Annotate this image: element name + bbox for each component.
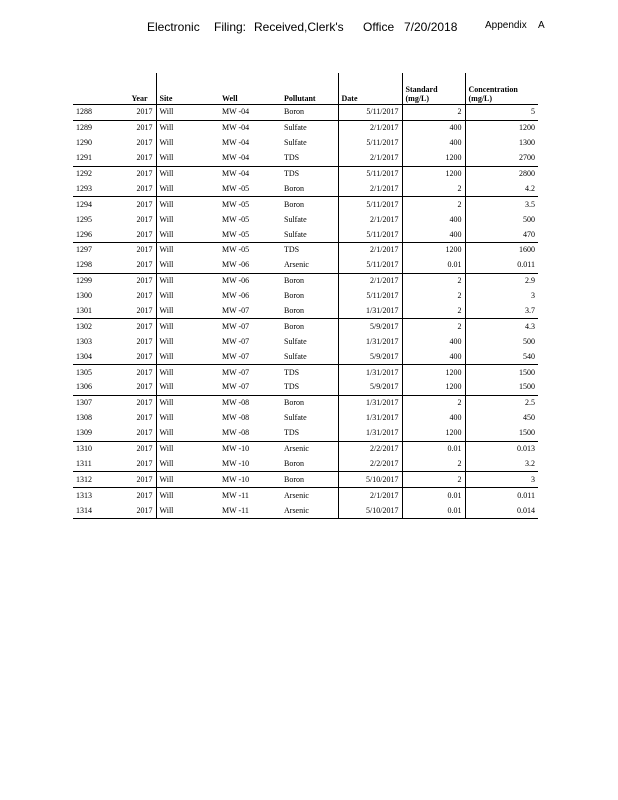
cell-site: Will [156,503,219,518]
concentration-header-label: Concentration [468,85,518,94]
cell-date: 2/2/2017 [338,456,402,471]
cell-year: 2017 [136,214,153,224]
cell-site: Will [156,304,219,319]
cell-well: MW -06 [222,291,250,301]
cell-date: 5/11/2017 [338,166,402,181]
cell-date: 2/1/2017 [338,151,402,166]
cell-concentration: 470 [465,227,538,242]
table-body [73,105,538,519]
table-row [73,273,538,288]
cell-year: 2017 [106,197,156,212]
col-header-date [338,73,402,105]
cell-concentration: 2700 [465,151,538,166]
cell-date: 5/9/2017 [338,319,402,334]
cell-site: Will [156,349,219,364]
cell-concentration: 450 [465,411,538,426]
cell-year: 2017 [106,120,156,135]
cell-concentration: 4.3 [465,319,538,334]
cell-index: 1297 [73,243,106,258]
cell-standard: 0.01 [402,488,465,503]
table-header-row [73,73,538,105]
cell-concentration: 0.014 [465,503,538,518]
cell-standard: 2 [402,456,465,471]
cell-standard: 1200 [402,243,465,258]
cell-pollutant: Sulfate [284,351,307,361]
cell-pollutant: Sulfate [284,336,307,346]
cell-year: 2017 [136,382,153,392]
filing-header [0,20,618,38]
table-row [73,380,538,395]
cell-index: 1308 [76,413,92,423]
cell-well: MW -04 [222,107,250,117]
table-row [73,334,538,349]
cell-standard: 2 [402,197,465,212]
cell-concentration: 5 [465,105,538,121]
cell-date: 5/11/2017 [338,197,402,212]
cell-standard: 2 [402,273,465,288]
cell-well: MW -11 [219,503,281,518]
cell-standard: 0.01 [402,503,465,518]
cell-index: 1298 [76,260,92,270]
cell-index: 1314 [73,503,106,518]
cell-year: 2017 [106,395,156,410]
cell-well: MW -04 [222,138,250,148]
cell-concentration: 4.2 [465,181,538,196]
table-row [73,426,538,441]
cell-index: 1302 [73,319,106,334]
cell-date: 2/1/2017 [338,120,402,135]
cell-well: MW -07 [222,351,250,361]
cell-standard: 400 [402,349,465,364]
cell-date: 5/11/2017 [338,289,402,304]
cell-year: 2017 [136,351,153,361]
cell-pollutant: TDS [281,365,338,380]
table-row [73,472,538,488]
cell-date: 1/31/2017 [338,365,402,380]
cell-pollutant: TDS [284,382,300,392]
cell-standard: 400 [402,212,465,227]
cell-well: MW -05 [219,243,281,258]
cell-standard: 0.01 [402,441,465,456]
cell-year: 2017 [136,413,153,423]
cell-date: 1/31/2017 [338,304,402,319]
cell-year: 2017 [136,138,153,148]
cell-year: 2017 [136,458,153,468]
cell-index: 1288 [76,107,92,117]
cell-date: 5/10/2017 [338,503,402,518]
cell-pollutant: Boron [281,395,338,410]
cell-year: 2017 [136,260,153,270]
cell-date: 2/1/2017 [338,212,402,227]
cell-index: 1313 [73,488,106,503]
cell-year: 2017 [136,428,153,438]
cell-pollutant: TDS [281,166,338,181]
cell-pollutant: Sulfate [284,214,307,224]
cell-site: Will [156,488,219,503]
cell-pollutant: Sulfate [284,229,307,239]
cell-site: Will [156,151,219,166]
col-header-standard [402,73,465,105]
table-row [73,289,538,304]
cell-concentration: 1500 [465,426,538,441]
cell-pollutant: Arsenic [281,441,338,456]
header-received: Received,Clerk's [254,20,344,34]
cell-site: Will [156,166,219,181]
cell-year: 2017 [136,306,153,316]
header-electronic: Electronic [147,20,200,34]
cell-date: 1/31/2017 [338,334,402,349]
cell-index: 1304 [76,351,92,361]
cell-concentration: 1300 [465,136,538,151]
cell-well: MW -06 [222,260,250,270]
pollutant-header-label: Pollutant [284,94,316,103]
cell-index: 1295 [76,214,92,224]
cell-pollutant: Boron [281,319,338,334]
cell-year: 2017 [136,153,153,163]
table-row [73,258,538,273]
cell-index: 1300 [76,291,92,301]
cell-well: MW -07 [222,382,250,392]
cell-year: 2017 [106,488,156,503]
cell-site: Will [156,120,219,135]
cell-index: 1312 [73,472,106,488]
cell-standard: 2 [402,105,465,121]
cell-year: 2017 [106,441,156,456]
cell-year: 2017 [136,291,153,301]
col-header-index [73,73,106,105]
table-row [73,136,538,151]
cell-index: 1305 [73,365,106,380]
cell-standard: 1200 [402,365,465,380]
cell-concentration: 0.011 [465,258,538,273]
cell-well: MW -10 [219,472,281,488]
cell-well: MW -04 [222,153,250,163]
cell-site: Will [156,212,219,227]
header-office: Office [363,20,395,34]
cell-index: 1307 [73,395,106,410]
cell-well: MW -07 [222,306,250,316]
cell-standard: 2 [402,289,465,304]
cell-site: Will [156,380,219,395]
cell-pollutant: Boron [284,458,304,468]
cell-date: 1/31/2017 [338,426,402,441]
table-row [73,197,538,212]
col-header-year [106,73,156,105]
cell-site: Will [156,289,219,304]
table-row [73,105,538,121]
cell-standard: 1200 [402,151,465,166]
cell-site: Will [156,105,219,121]
cell-date: 5/11/2017 [338,227,402,242]
col-header-concentration [465,73,538,105]
date-header-label: Date [341,94,358,103]
cell-site: Will [156,411,219,426]
monitoring-data-table [73,73,538,519]
year-header-label: Year [131,94,148,103]
cell-concentration: 3 [465,289,538,304]
cell-pollutant: TDS [284,428,300,438]
cell-index: 1293 [76,183,92,193]
cell-year: 2017 [106,365,156,380]
cell-site: Will [156,243,219,258]
cell-concentration: 1600 [465,243,538,258]
cell-standard: 1200 [402,426,465,441]
header-filing-date: 7/20/2018 [404,20,458,34]
cell-concentration: 2.5 [465,395,538,410]
cell-standard: 400 [402,227,465,242]
cell-index: 1309 [76,428,92,438]
cell-date: 5/11/2017 [338,258,402,273]
cell-site: Will [156,258,219,273]
cell-well: MW -07 [219,365,281,380]
header-filing: Filing: [214,20,247,34]
cell-year: 2017 [106,166,156,181]
cell-index: 1292 [73,166,106,181]
cell-well: MW -04 [219,166,281,181]
table-row [73,503,538,518]
cell-date: 5/11/2017 [338,105,402,121]
cell-standard: 2 [402,181,465,196]
cell-index: 1311 [76,458,92,468]
cell-date: 2/1/2017 [338,273,402,288]
cell-index: 1290 [76,138,92,148]
cell-date: 2/1/2017 [338,488,402,503]
cell-site: Will [156,365,219,380]
table-row [73,151,538,166]
cell-date: 2/1/2017 [338,181,402,196]
cell-well: MW -10 [219,441,281,456]
cell-site: Will [156,441,219,456]
header-appendix-letter: A [538,20,545,31]
cell-year: 2017 [136,336,153,346]
cell-well: MW -07 [222,336,250,346]
cell-site: Will [156,273,219,288]
table-row [73,166,538,181]
cell-year: 2017 [106,243,156,258]
cell-concentration: 3.5 [465,197,538,212]
cell-well: MW -11 [219,488,281,503]
cell-pollutant: Sulfate [284,413,307,423]
standard-header-label: Standard [405,85,438,94]
col-header-pollutant [281,73,338,105]
table-row [73,120,538,135]
table-row [73,349,538,364]
table-row [73,319,538,334]
cell-pollutant: Boron [284,306,304,316]
cell-well: MW -06 [219,273,281,288]
cell-standard: 0.01 [402,258,465,273]
cell-index: 1299 [73,273,106,288]
cell-year: 2017 [106,503,156,518]
table-row [73,441,538,456]
standard-unit-label: (mg/L) [405,94,430,103]
cell-standard: 2 [402,319,465,334]
cell-date: 5/10/2017 [338,472,402,488]
cell-well: MW -08 [222,413,250,423]
cell-standard: 1200 [402,166,465,181]
cell-well: MW -05 [222,229,250,239]
cell-concentration: 500 [465,212,538,227]
well-header-label: Well [222,94,238,103]
cell-year: 2017 [106,472,156,488]
cell-date: 2/1/2017 [338,243,402,258]
cell-concentration: 0.011 [465,488,538,503]
cell-standard: 2 [402,472,465,488]
cell-site: Will [156,227,219,242]
table-row [73,304,538,319]
cell-site: Will [156,136,219,151]
col-header-well [219,73,281,105]
cell-pollutant: TDS [284,153,300,163]
cell-concentration: 3.2 [465,456,538,471]
table-row [73,212,538,227]
cell-pollutant: Boron [284,291,304,301]
cell-date: 1/31/2017 [338,395,402,410]
cell-year: 2017 [106,273,156,288]
header-appendix: Appendix [485,20,527,31]
cell-well: MW -04 [219,120,281,135]
table-row [73,411,538,426]
cell-year: 2017 [136,183,153,193]
table-row [73,365,538,380]
cell-standard: 400 [402,411,465,426]
cell-concentration: 2.9 [465,273,538,288]
cell-concentration: 3.7 [465,304,538,319]
cell-pollutant: Arsenic [281,488,338,503]
cell-well: MW -07 [219,319,281,334]
cell-pollutant: Boron [281,273,338,288]
cell-date: 2/2/2017 [338,441,402,456]
col-header-site [156,73,219,105]
cell-concentration: 540 [465,349,538,364]
cell-standard: 400 [402,334,465,349]
cell-pollutant: Boron [281,197,338,212]
cell-site: Will [156,319,219,334]
data-table-container [73,73,538,519]
cell-site: Will [156,181,219,196]
table-row [73,181,538,196]
cell-year: 2017 [136,229,153,239]
cell-year: 2017 [136,107,153,117]
cell-index: 1291 [76,153,92,163]
cell-well: MW -08 [219,395,281,410]
cell-index: 1301 [76,306,92,316]
cell-pollutant: TDS [281,243,338,258]
table-row [73,456,538,471]
concentration-unit-label: (mg/L) [468,94,493,103]
cell-date: 1/31/2017 [338,411,402,426]
cell-site: Will [156,395,219,410]
cell-index: 1303 [76,336,92,346]
cell-concentration: 1500 [465,380,538,395]
cell-pollutant: Boron [284,107,304,117]
cell-site: Will [156,472,219,488]
cell-site: Will [156,197,219,212]
cell-date: 5/11/2017 [338,136,402,151]
cell-index: 1294 [73,197,106,212]
cell-site: Will [156,456,219,471]
table-row [73,395,538,410]
cell-concentration: 2800 [465,166,538,181]
cell-index: 1289 [73,120,106,135]
cell-well: MW -05 [219,197,281,212]
cell-standard: 400 [402,120,465,135]
cell-concentration: 1500 [465,365,538,380]
cell-well: MW -05 [222,183,250,193]
cell-pollutant: Sulfate [281,120,338,135]
cell-standard: 2 [402,304,465,319]
cell-pollutant: Arsenic [281,503,338,518]
cell-site: Will [156,334,219,349]
cell-pollutant: Arsenic [284,260,309,270]
cell-concentration: 0.013 [465,441,538,456]
cell-concentration: 500 [465,334,538,349]
cell-standard: 1200 [402,380,465,395]
cell-index: 1306 [76,382,92,392]
cell-site: Will [156,426,219,441]
cell-concentration: 3 [465,472,538,488]
cell-year: 2017 [106,319,156,334]
table-row [73,243,538,258]
cell-index: 1310 [73,441,106,456]
cell-well: MW -05 [222,214,250,224]
cell-pollutant: Boron [284,183,304,193]
cell-pollutant: Sulfate [284,138,307,148]
cell-standard: 2 [402,395,465,410]
cell-index: 1296 [76,229,92,239]
site-header-label: Site [159,94,173,103]
cell-well: MW -10 [222,458,250,468]
cell-well: MW -08 [222,428,250,438]
cell-pollutant: Boron [281,472,338,488]
table-row [73,227,538,242]
cell-date: 5/9/2017 [338,380,402,395]
cell-date: 5/9/2017 [338,349,402,364]
cell-standard: 400 [402,136,465,151]
table-row [73,488,538,503]
cell-concentration: 1200 [465,120,538,135]
